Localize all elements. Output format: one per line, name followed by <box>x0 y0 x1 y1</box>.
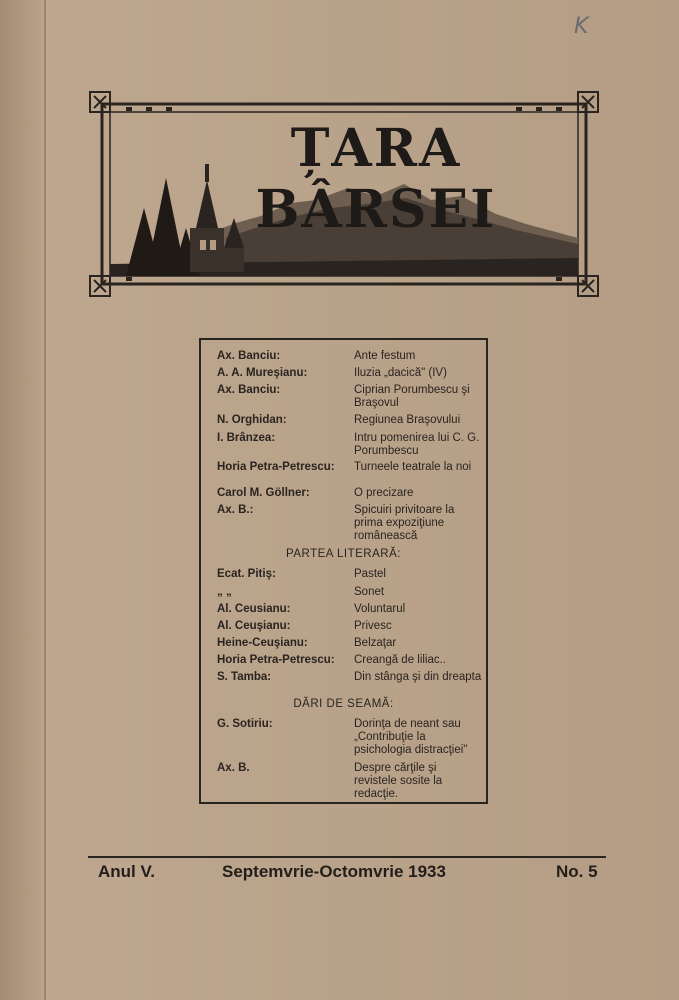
footer-year: Anul V. <box>98 862 155 881</box>
reviews-section-heading: DĂRI DE SEAMĂ: <box>293 698 394 710</box>
toc-entry-title: Regiunea Braşovului <box>354 414 461 426</box>
toc-entry-author: A. A. Mureşianu: <box>217 367 308 379</box>
toc-entry-author: Ax. Banciu: <box>217 350 281 362</box>
table-of-contents <box>199 338 488 804</box>
footer-date: Septemvrie-Octomvrie 1933 <box>222 862 446 881</box>
toc-entry-title: Din stânga şi din dreapta <box>354 671 482 683</box>
toc-entry-author: „ „ <box>217 586 232 598</box>
toc-entry-author: Heine-Ceuşianu: <box>217 637 308 649</box>
toc-entry-title: Pastel <box>354 568 386 580</box>
toc-entry-author: Horia Petra-Petrescu: <box>217 461 335 473</box>
toc-entry-title: Despre cărţile şi revistele sosite la redacţie. <box>354 762 443 800</box>
toc-entry-title: Sonet <box>354 586 385 598</box>
toc-entry-author: Ax. Banciu: <box>217 384 281 396</box>
spine-fold <box>44 0 46 1000</box>
toc-entry-title: Creangă de liliac.. <box>354 654 447 666</box>
toc-entry-title: Turneele teatrale la noi <box>354 461 472 473</box>
toc-entry-title: Intru pomenirea lui C. G. Porumbescu <box>354 432 480 457</box>
toc-entry-author: Ecat. Pitiş: <box>217 568 276 580</box>
magazine-title: ȚARA BÂRSEI <box>255 118 497 240</box>
masthead <box>86 88 602 300</box>
toc-entry-author: S. Tamba: <box>217 671 272 683</box>
toc-entry-author: Horia Petra-Petrescu: <box>217 654 335 666</box>
toc-entry-author: Ax. B. <box>217 762 250 774</box>
toc-entry-author: Ax. B.: <box>217 504 254 516</box>
pencil-mark: K <box>574 14 589 39</box>
toc-entry-title: Spicuiri privitoare la prima expoziţiune românească <box>354 504 455 542</box>
toc-entry-author: Carol M. Göllner: <box>217 487 310 499</box>
toc-entry-title: Iluzia „dacică" (IV) <box>354 367 447 379</box>
toc-entry-author: Al. Ceuşianu: <box>217 620 291 632</box>
toc-entry-title: Ciprian Porumbescu şi Braşovul <box>354 384 470 409</box>
toc-entry-author: I. Brânzea: <box>217 432 276 444</box>
footer-rule-top <box>88 856 606 858</box>
toc-entry-title: O precizare <box>354 487 414 499</box>
toc-entry-title: Dorinţa de neant sau „Contribuţie la psichologia distracţiei" <box>354 718 468 756</box>
toc-entry-title: Voluntarul <box>354 603 406 615</box>
literary-section-heading: PARTEA LITERARĂ: <box>286 548 401 560</box>
toc-entry-author: Al. Ceusianu: <box>217 603 291 615</box>
toc-entry-title: Privesc <box>354 620 392 632</box>
toc-entry-author: G. Sotiriu: <box>217 718 273 730</box>
toc-entry-author: N. Orghidan: <box>217 414 287 426</box>
footer-issue: No. 5 <box>556 862 598 881</box>
toc-entry-title: Ante festum <box>354 350 416 362</box>
toc-entry-title: Belzaţar <box>354 637 397 649</box>
